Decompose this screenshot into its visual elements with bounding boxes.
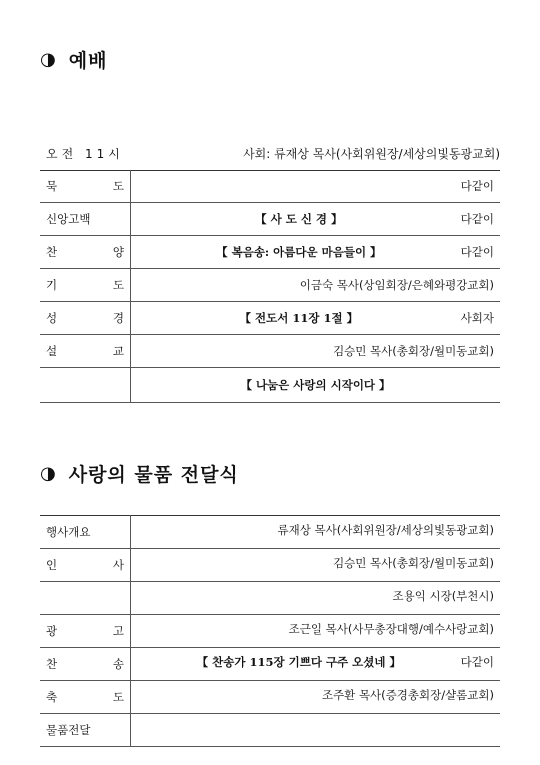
row-person: 류재상 목사(사회위원장/세상의빛동광교회): [277, 523, 494, 537]
program-row: [40, 516, 500, 549]
row-content: [131, 170, 500, 202]
program-row: [40, 236, 500, 269]
row-content: [131, 648, 500, 676]
row-person: 김승민 목사(총회장/월미동교회): [333, 344, 494, 358]
row-label: 축 도: [40, 681, 131, 714]
row-content: [131, 615, 500, 643]
row-label: 물품전달: [40, 714, 131, 747]
row-person: 다같이: [460, 212, 494, 226]
row-content: [131, 269, 500, 301]
sermon-title: 【 나눔은 사랑의 시작이다 】: [240, 378, 391, 392]
half-circle-icon: ◑: [40, 463, 57, 484]
worship-time: 오전 11시: [46, 146, 124, 161]
row-person: 김승민 목사(총회장/월미동교회): [333, 556, 494, 570]
row-content: [131, 582, 500, 610]
row-label: 성 경: [40, 302, 131, 335]
row-content: [131, 368, 500, 402]
row-label: 광 고: [40, 615, 131, 648]
row-title: 【 전도서 11장 1절 】: [239, 311, 359, 325]
row-person: 조주환 목사(증경총회장/샬롬교회): [321, 688, 494, 702]
row-person: 다같이: [460, 245, 494, 259]
program-row: [40, 203, 500, 236]
row-person: 조용익 시장(부천시): [392, 589, 494, 603]
program-row: [40, 648, 500, 681]
row-title: 【 찬송가 115장 기쁘다 구주 오셨네 】: [196, 655, 401, 669]
program-row: [40, 615, 500, 648]
program-row: [40, 269, 500, 302]
row-label: 신앙고백: [40, 203, 131, 236]
row-person: 조근일 목사(사무총장대행/예수사랑교회): [288, 622, 494, 636]
worship-title-text: 예배: [68, 50, 108, 72]
row-title: 【 사 도 신 경 】: [255, 212, 343, 226]
half-circle-icon: ◑: [40, 49, 57, 70]
row-content: [131, 335, 500, 367]
row-label: 묵 도: [40, 170, 131, 203]
row-label: 찬 양: [40, 236, 131, 269]
program-row: [40, 714, 500, 747]
row-person: 다같이: [460, 179, 494, 193]
program-row: [40, 582, 500, 615]
worship-host: 사회: 류재상 목사(사회위원장/세상의빛동광교회): [243, 146, 500, 161]
program-row: [40, 549, 500, 582]
row-person: 다같이: [460, 655, 494, 669]
row-label: [40, 368, 131, 403]
ceremony-section-title: [40, 460, 239, 487]
row-label: 인 사: [40, 549, 131, 582]
row-content: [131, 302, 500, 334]
row-content: [131, 236, 500, 268]
row-label: 찬 송: [40, 648, 131, 681]
program-row: [40, 302, 500, 335]
row-content: [131, 516, 500, 544]
program-row: [40, 681, 500, 714]
row-person: 사회자: [460, 311, 494, 325]
row-title: 【 복음송: 아름다운 마음들이 】: [216, 245, 382, 259]
program-row: [40, 335, 500, 368]
program-row: [40, 170, 500, 203]
row-label: 행사개요: [40, 516, 131, 549]
row-content: [131, 714, 500, 742]
ceremony-program-table: [40, 515, 500, 747]
row-content: [131, 549, 500, 577]
row-label: [40, 582, 131, 615]
row-person: 이금숙 목사(상임회장/은혜와평강교회): [299, 278, 494, 292]
row-content: [131, 203, 500, 235]
worship-program-table: [40, 170, 500, 403]
row-content: [131, 681, 500, 709]
row-label: 기 도: [40, 269, 131, 302]
row-label: 설 교: [40, 335, 131, 368]
ceremony-title-text: 사랑의 물품 전달식: [68, 464, 239, 486]
program-row: [40, 368, 500, 403]
worship-info-row: [40, 136, 500, 171]
worship-section-title: [40, 46, 107, 73]
